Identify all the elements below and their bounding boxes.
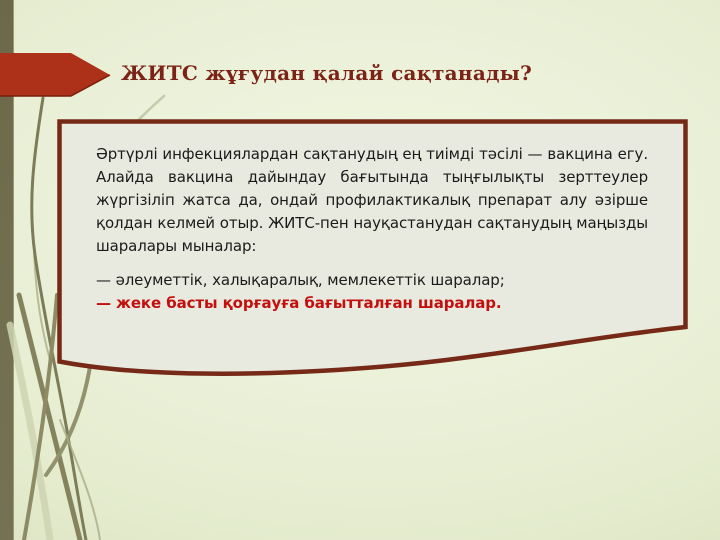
bullet-list (96, 269, 648, 315)
bullet-item-emphasized: — жеке басты қорғауға бағытталған шаралар. (96, 294, 502, 312)
textbox-content (96, 143, 648, 315)
paragraph-line: жүргізіліп жатса да, ондай профилактикалық препарат алу әзірше (96, 191, 648, 209)
paragraph-line: Алайда вакцина дайындау бағытында тыңғылықты зерттеулер (96, 168, 648, 186)
paragraph-line: Әртүрлі инфекциялардан сақтанудың ең тиімді тәсілі — вакцина егу. (96, 145, 648, 163)
paragraph-line: қолдан келмей отыр. ЖИТС-пен науқастанудан сақтанудың маңызды (96, 214, 648, 232)
right-arrow-marker-icon (0, 53, 110, 96)
slide-title: ЖИТС жұғудан қалай сақтанады? (121, 61, 533, 85)
bullet-item: — әлеуметтік, халықаралық, мемлекеттік шаралар; (96, 271, 505, 289)
paragraph-line: шаралары мыналар: (96, 237, 257, 255)
